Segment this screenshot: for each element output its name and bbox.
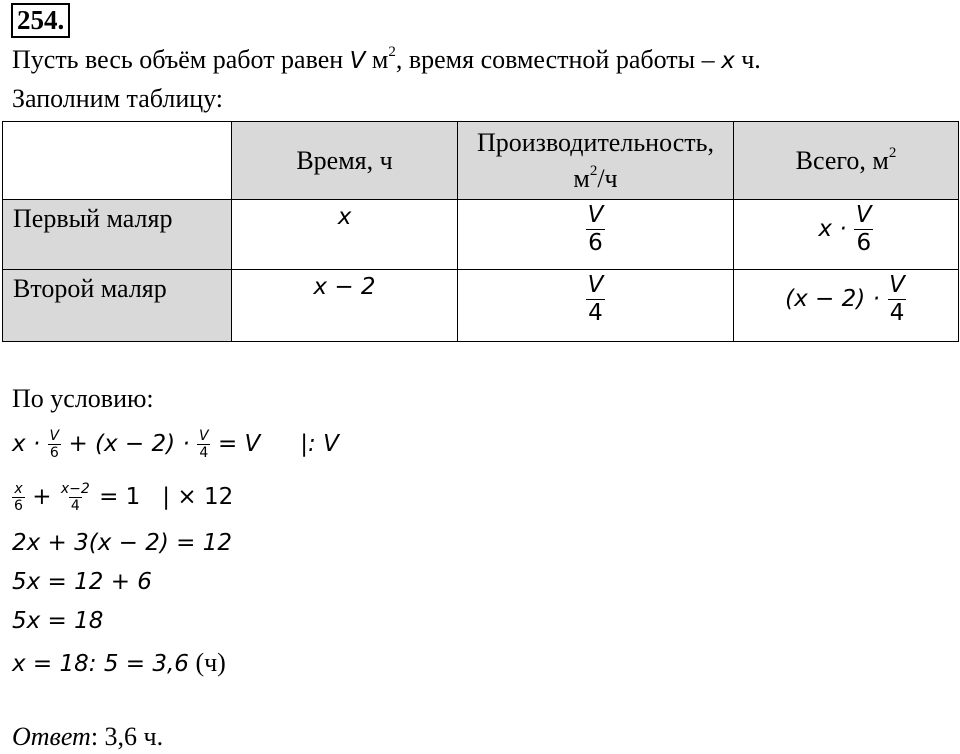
header-productivity-tail: /ч bbox=[597, 163, 618, 193]
total-prefix: x · bbox=[818, 216, 847, 242]
table-row bbox=[3, 200, 959, 270]
header-total-label: Всего, м bbox=[795, 145, 889, 175]
eq1-fraction-1 bbox=[48, 429, 62, 460]
fraction-denominator: 4 bbox=[199, 444, 209, 461]
intro-var-time: x bbox=[721, 48, 735, 74]
fraction-denominator: 6 bbox=[14, 497, 23, 514]
eq6-expression: x = 18: 5 = 3,6 bbox=[12, 651, 189, 677]
row-total bbox=[734, 270, 959, 342]
total-prefix: (x − 2) · bbox=[785, 286, 880, 312]
eq2-note: | × 12 bbox=[162, 484, 234, 510]
table-corner-cell bbox=[3, 122, 232, 200]
row-time: x − 2 bbox=[232, 270, 458, 342]
intro-part3: ч. bbox=[734, 45, 761, 74]
header-total bbox=[734, 122, 959, 200]
intro-part2: , время совместной работы – bbox=[395, 45, 722, 74]
header-productivity-line1: Производительность, bbox=[476, 127, 714, 157]
intro-line bbox=[12, 45, 761, 75]
row-time: x bbox=[232, 200, 458, 270]
fraction-numerator: V bbox=[587, 272, 604, 298]
table-row bbox=[3, 270, 959, 342]
header-productivity-unit: м bbox=[573, 163, 590, 193]
equation-2 bbox=[12, 474, 233, 520]
fraction-numerator: V bbox=[199, 427, 209, 444]
fraction-denominator: 6 bbox=[856, 230, 872, 256]
data-table bbox=[2, 121, 959, 342]
fraction-denominator: 6 bbox=[49, 444, 59, 461]
answer-line bbox=[12, 722, 163, 752]
header-productivity-power: 2 bbox=[589, 162, 598, 179]
row-productivity bbox=[458, 270, 734, 342]
fraction-numerator: x bbox=[14, 480, 23, 497]
intro-var-volume: V bbox=[349, 48, 366, 74]
productivity-fraction bbox=[586, 204, 606, 255]
fraction-denominator: 4 bbox=[70, 497, 80, 514]
eq1-fraction-2 bbox=[197, 429, 211, 460]
row-label: Первый маляр bbox=[3, 200, 232, 270]
condition-text: По условию: bbox=[12, 384, 154, 413]
fraction-denominator: 4 bbox=[889, 300, 905, 326]
eq6-unit: (ч) bbox=[188, 648, 226, 677]
eq2-plus: + bbox=[32, 484, 52, 510]
eq1-term-b: + (x − 2) · bbox=[68, 431, 190, 457]
fraction-numerator: V bbox=[587, 202, 604, 228]
problem-number: 254. bbox=[11, 3, 70, 38]
fraction-denominator: 4 bbox=[588, 300, 603, 326]
total-fraction bbox=[854, 204, 874, 255]
row-productivity bbox=[458, 200, 734, 270]
intro-part1: Пусть весь объём работ равен bbox=[12, 45, 350, 74]
eq1-term-c: = V bbox=[217, 431, 261, 457]
eq2-rhs: = 1 bbox=[99, 484, 141, 510]
answer-label: Ответ bbox=[12, 722, 91, 751]
equation-4: 5x = 12 + 6 bbox=[12, 569, 152, 595]
equation-6 bbox=[12, 648, 226, 678]
eq2-fraction-1 bbox=[12, 482, 25, 513]
equation-1 bbox=[12, 422, 339, 466]
answer-value: : 3,6 ч. bbox=[90, 722, 164, 751]
row-label: Второй маляр bbox=[3, 270, 232, 342]
equation-5: 5x = 18 bbox=[12, 608, 104, 634]
eq1-term-a: x · bbox=[12, 431, 41, 457]
intro-unit: м bbox=[365, 45, 389, 74]
fraction-numerator: V bbox=[889, 272, 905, 298]
eq1-note: |: V bbox=[300, 431, 339, 457]
table-header-row bbox=[3, 122, 959, 200]
header-productivity bbox=[458, 122, 734, 200]
fraction-numerator: x−2 bbox=[60, 480, 90, 497]
total-fraction bbox=[887, 274, 907, 325]
fraction-numerator: V bbox=[855, 202, 872, 228]
equation-3: 2x + 3(x − 2) = 12 bbox=[12, 530, 233, 556]
eq2-fraction-2 bbox=[59, 482, 92, 513]
intro-unit-power: 2 bbox=[388, 44, 396, 61]
header-total-power: 2 bbox=[888, 144, 897, 161]
fraction-denominator: 6 bbox=[588, 230, 603, 256]
row-total bbox=[734, 200, 959, 270]
fraction-numerator: V bbox=[49, 427, 60, 444]
productivity-fraction bbox=[586, 274, 606, 325]
fill-table-text: Заполним таблицу: bbox=[12, 84, 224, 113]
header-time: Время, ч bbox=[232, 122, 458, 200]
